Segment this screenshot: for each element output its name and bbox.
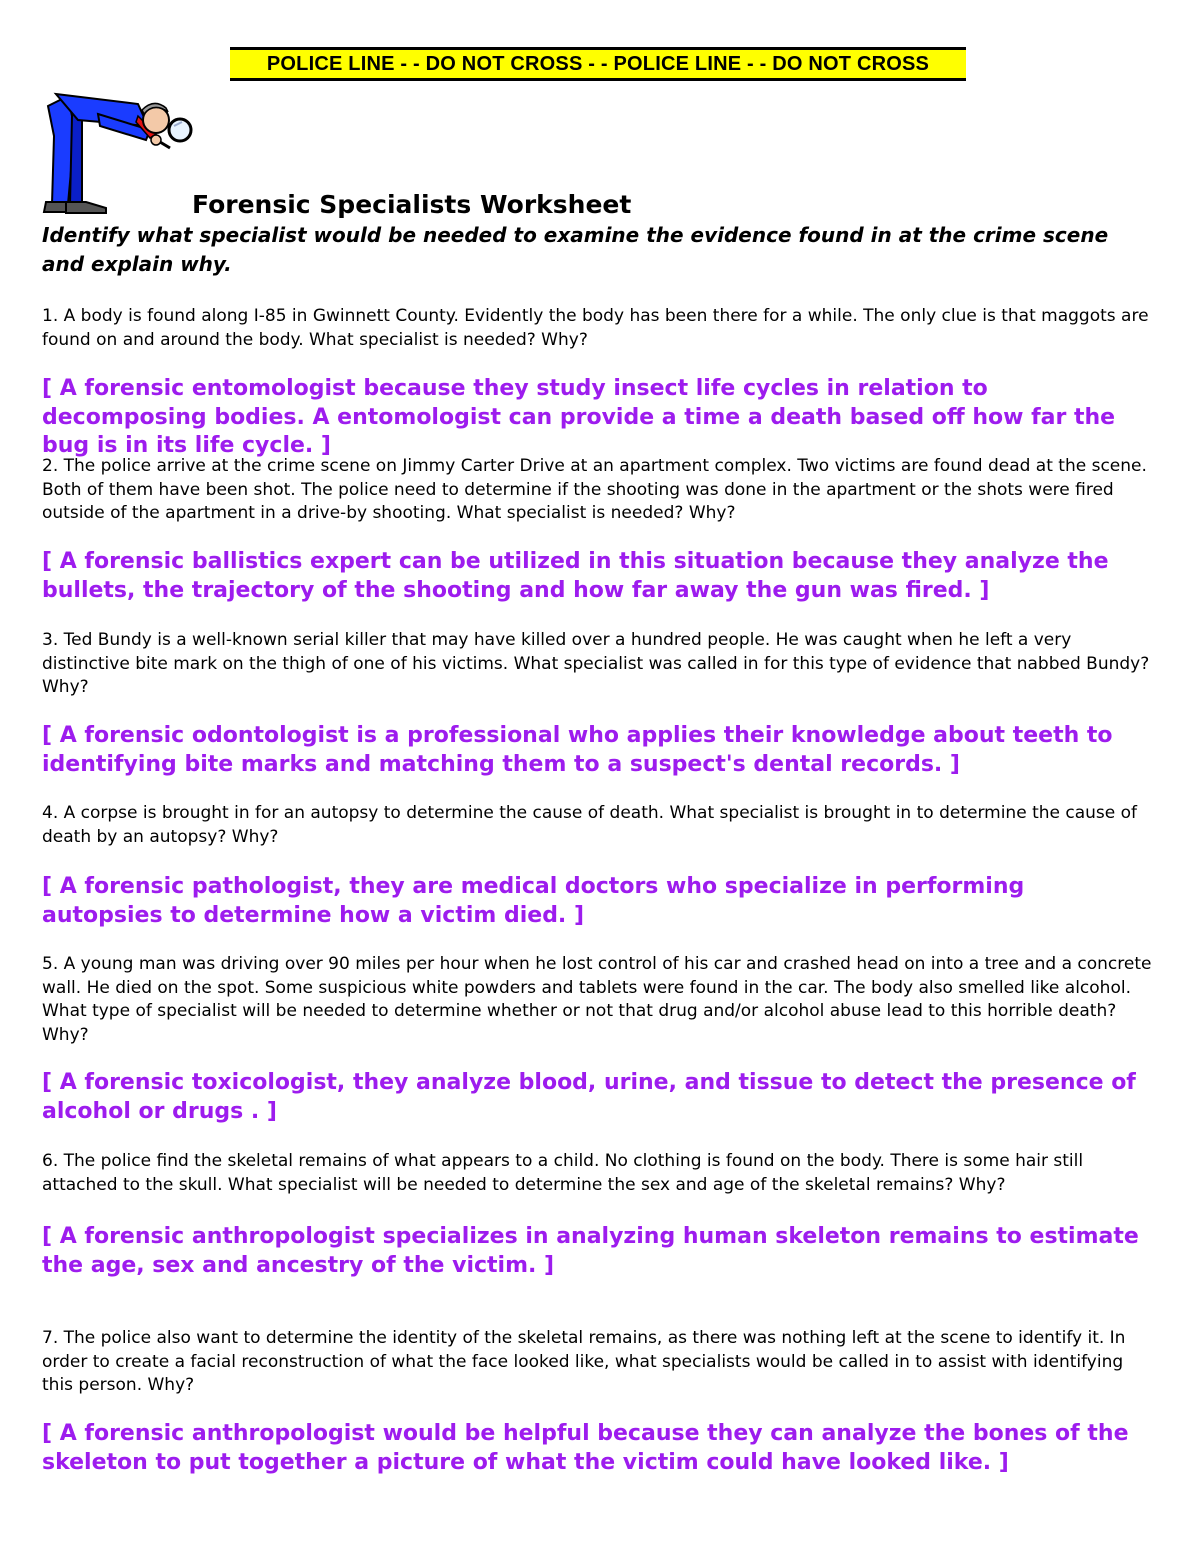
answer-7: [ A forensic anthropologist would be helpful because they can analyze the bones of the skeleton to put together a picture of what the victim could have looked like. ] bbox=[42, 1421, 1129, 1475]
question-7: 7. The police also want to determine the identity of the skeletal remains, as there was nothing left at the scene to identify it. In order to create a facial reconstruction of what the face looked like, what specialists would be called in to assist with identifying this person. Why? bbox=[42, 1328, 1126, 1395]
banner-text: POLICE LINE - - DO NOT CROSS - - POLICE LINE - - DO NOT CROSS bbox=[266, 52, 930, 75]
question-1: 1. A body is found along I-85 in Gwinnett County. Evidently the body has been there for a while. The only clue is that maggots are found on and around the body. What specialist is needed? Why? bbox=[42, 306, 1149, 350]
question-6: 6. The police find the skeletal remains of what appears to a child. No clothing is found on the body. There is some hair still attached to the skull. What specialist will be needed to determine the sex and age of the skeletal remains? Why? bbox=[42, 1151, 1084, 1195]
worksheet-instructions: Identify what specialist would be needed to examine the evidence found in at the crime scene and explain why. bbox=[42, 223, 1109, 276]
question-5: 5. A young man was driving over 90 miles per hour when he lost control of his car and crashed head on into a tree and a concrete wall. He died on the spot. Some suspicious white powders and tablets were found in the car. The body also smelled like alcohol. What type of specialist will be needed to determine whether or not that drug and/or alcohol abuse lead to this horrible death? Why? bbox=[42, 954, 1152, 1045]
worksheet-title: Forensic Specialists Worksheet bbox=[192, 190, 632, 219]
answer-4: [ A forensic pathologist, they are medical doctors who specialize in performing autopsies to determine how a victim died. ] bbox=[42, 874, 1025, 928]
question-4: 4. A corpse is brought in for an autopsy to determine the cause of death. What specialist is brought in to determine the cause of death by an autopsy? Why? bbox=[42, 803, 1138, 847]
question-2: 2. The police arrive at the crime scene on Jimmy Carter Drive at an apartment complex. Two victims are found dead at the scene. Both of them have been shot. The police need to determine if the shooting was done in the apartment or the shots were fired outside of the apartment in a drive-by shooting. What specialist is needed? Why? bbox=[42, 456, 1147, 523]
answer-3: [ A forensic odontologist is a professional who applies their knowledge about teeth to identifying bite marks and matching them to a suspect's dental records. ] bbox=[42, 723, 1113, 777]
answer-5: [ A forensic toxicologist, they analyze blood, urine, and tissue to detect the presence of alcohol or drugs . ] bbox=[42, 1070, 1136, 1124]
question-3: 3. Ted Bundy is a well-known serial killer that may have killed over a hundred people. He was caught when he left a very distinctive bite mark on the thigh of one of his victims. What specialist was called in for this type of evidence that nabbed Bundy? Why? bbox=[42, 630, 1150, 697]
police-line-banner bbox=[230, 47, 966, 81]
answer-6: [ A forensic anthropologist specializes in analyzing human skeleton remains to estimate the age, sex and ancestry of the victim. ] bbox=[42, 1224, 1139, 1278]
detective-with-magnifying-glass-icon bbox=[38, 86, 198, 216]
answer-1: [ A forensic entomologist because they study insect life cycles in relation to decomposing bodies. A entomologist can provide a time a death based off how far the bug is in its life cycle. ] bbox=[42, 376, 1116, 458]
answer-2: [ A forensic ballistics expert can be utilized in this situation because they analyze the bullets, the trajectory of the shooting and how far away the gun was fired. ] bbox=[42, 549, 1109, 603]
